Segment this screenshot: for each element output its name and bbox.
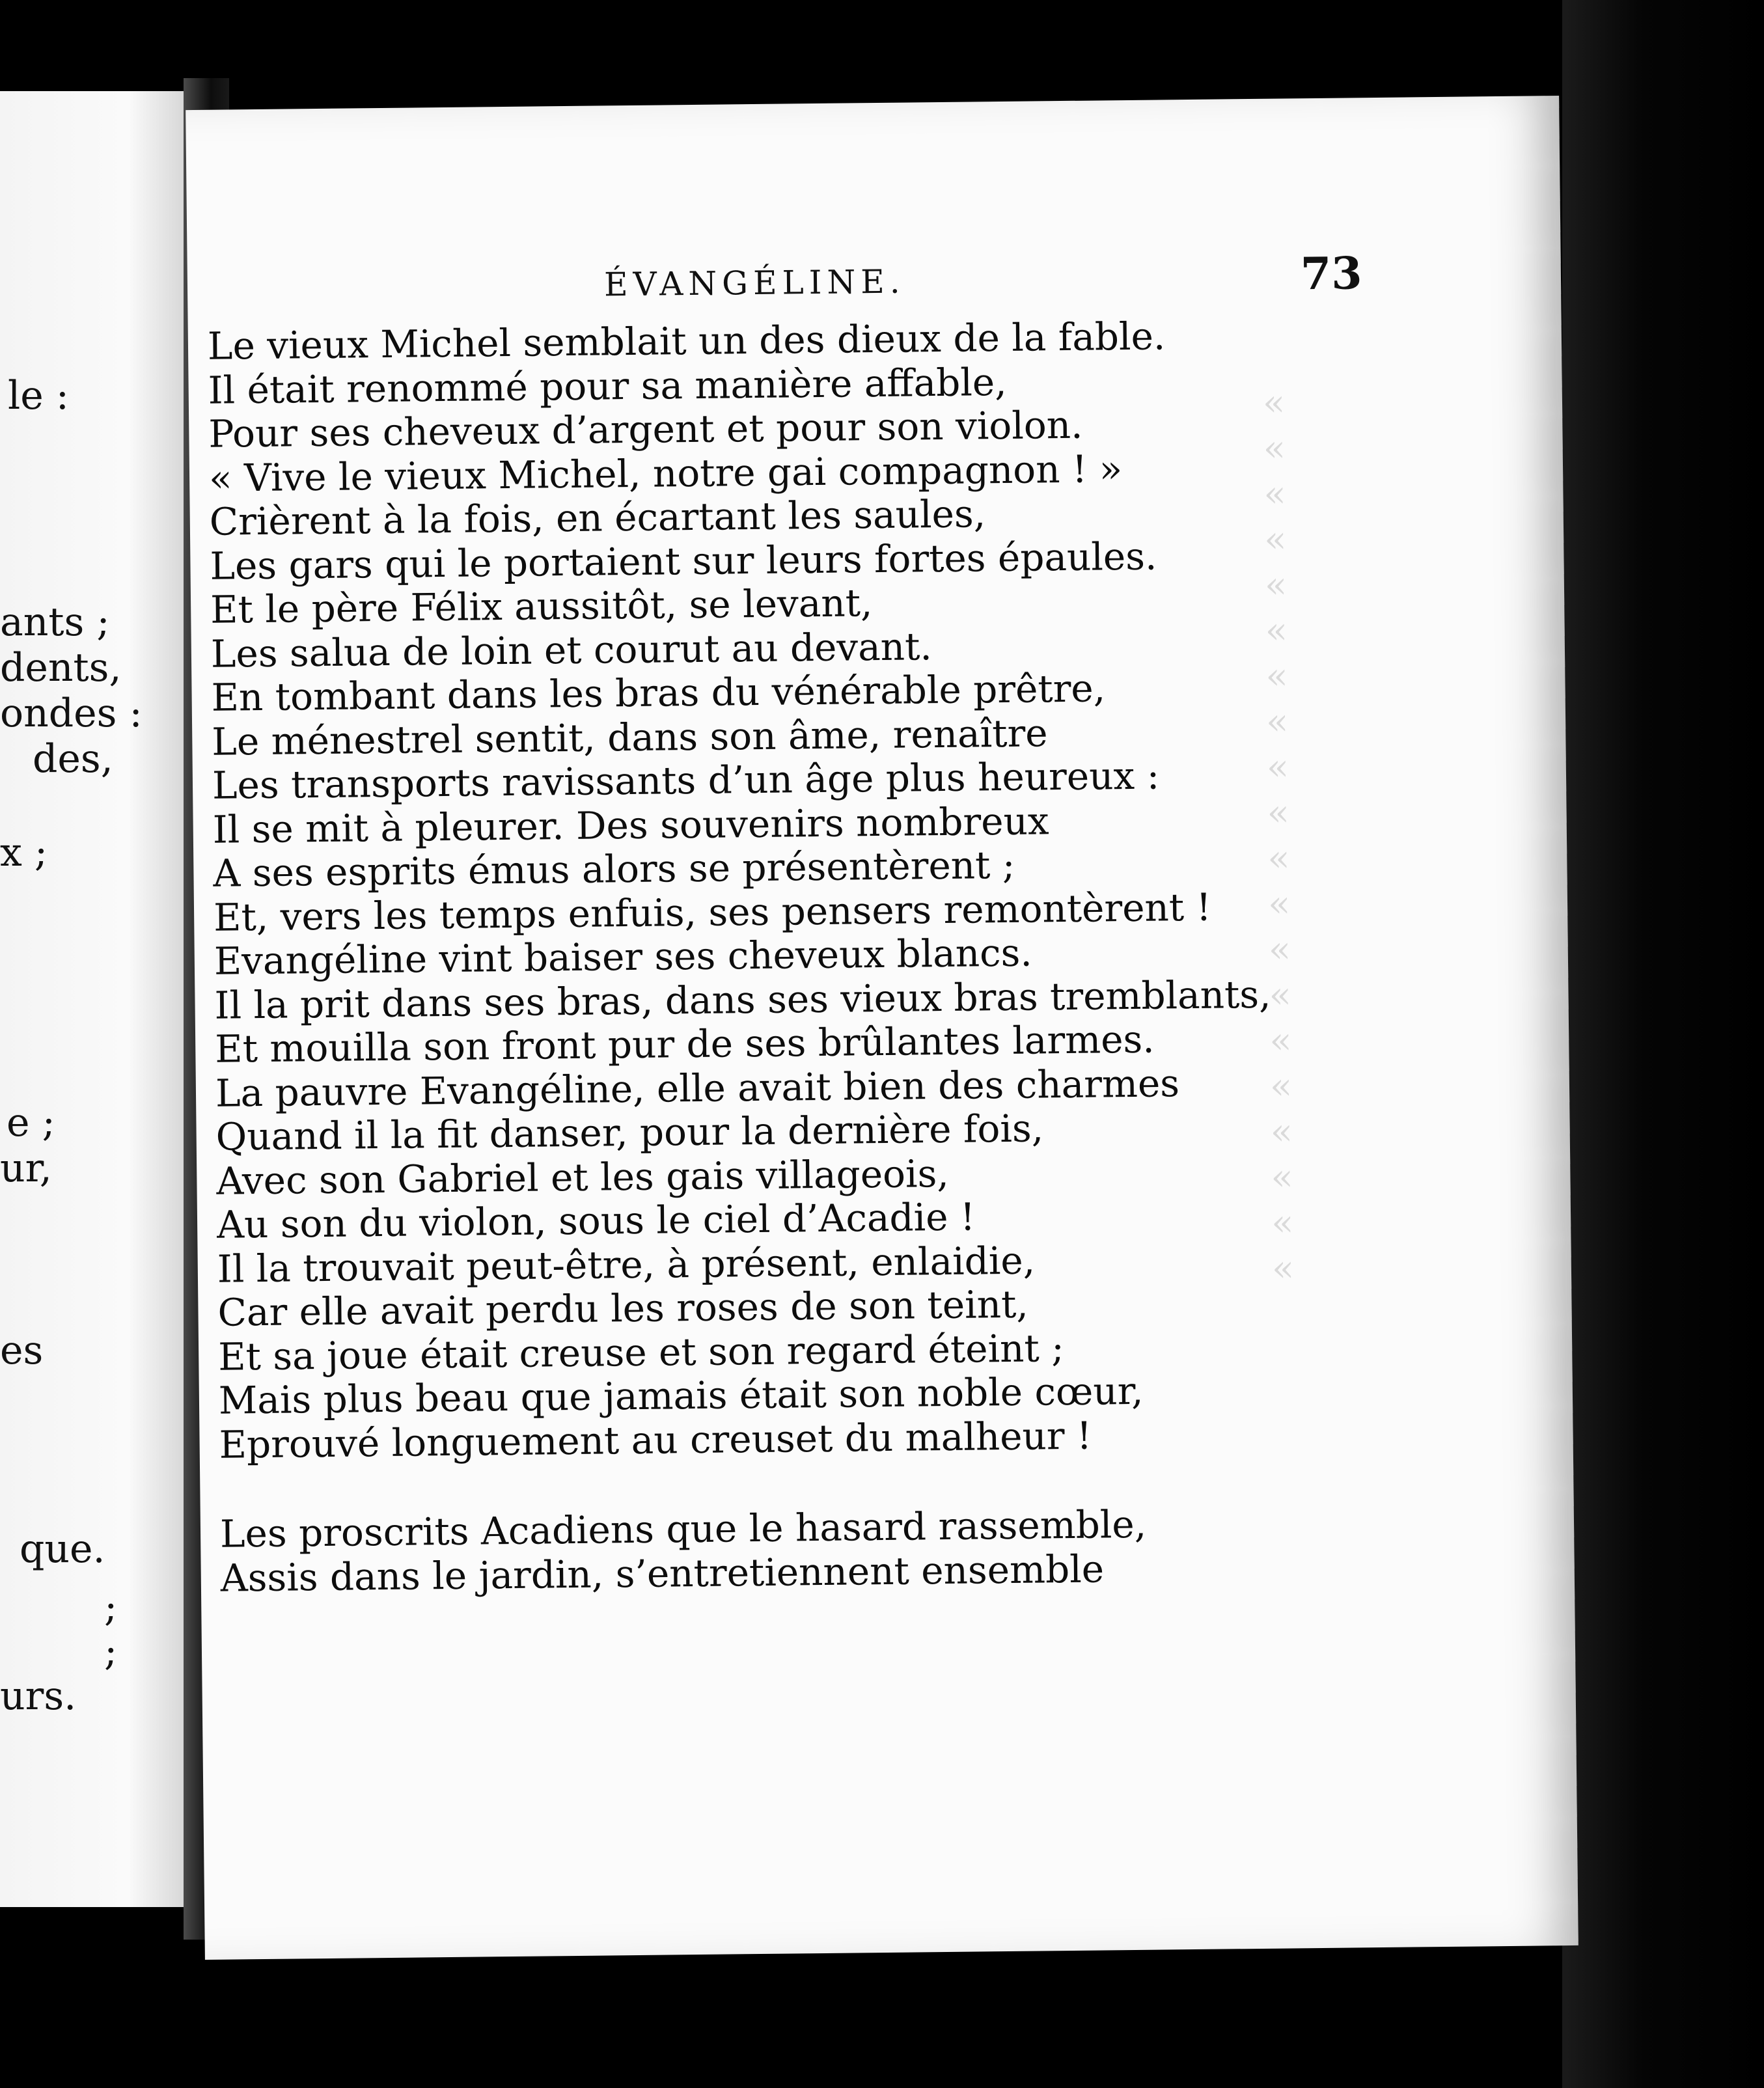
left-page-fragment: ondes : — [0, 691, 143, 736]
verse-line: Le vieux Michel semblait un des dieux de la fable. — [207, 314, 1166, 368]
verse-line: Il était renommé pour sa manière affable, — [208, 359, 1007, 413]
running-title: ÉVANGÉLINE. — [603, 262, 905, 304]
show-through-mark: « — [1263, 518, 1287, 561]
poem-body — [208, 310, 1562, 1600]
left-page-fragment: des, — [33, 736, 113, 782]
left-page-fragment: le : — [8, 373, 69, 419]
show-through-mark: « — [1269, 1019, 1292, 1062]
show-through-mark: « — [1262, 381, 1286, 424]
show-through-mark: « — [1270, 1110, 1293, 1153]
left-page — [0, 91, 184, 1907]
verse-line: Les transports ravissants d’un âge plus heureux : — [212, 753, 1160, 808]
verse-line: Crièrent à la fois, en écartant les saules, — [209, 491, 986, 544]
show-through-mark: « — [1268, 928, 1291, 971]
verse-line: Pour ses cheveux d’argent et pour son violon. — [208, 402, 1083, 456]
show-through-mark: « — [1265, 609, 1288, 652]
show-through-mark: « — [1269, 974, 1292, 1017]
verse-line: Au son du violon, sous le ciel d’Acadie ! — [216, 1194, 976, 1247]
show-through-mark: « — [1263, 427, 1286, 470]
page-number: 73 — [1300, 247, 1362, 301]
show-through-mark: « — [1264, 564, 1288, 607]
left-page-fragment: ants ; — [0, 599, 110, 645]
verse-line: Eprouvé longuement au creuset du malheur ! — [219, 1413, 1092, 1467]
show-through-mark: « — [1267, 837, 1290, 880]
main-page — [186, 96, 1578, 1960]
show-through-mark: « — [1266, 746, 1289, 789]
verse-line: La pauvre Evangéline, elle avait bien des charmes — [215, 1060, 1180, 1116]
show-through-mark: « — [1267, 883, 1291, 926]
verse-line: Quand il la fit danser, pour la dernière fois, — [215, 1106, 1044, 1159]
verse-line: Il se mit à pleurer. Des souvenirs nombreux — [212, 798, 1049, 852]
show-through-mark: « — [1265, 700, 1289, 743]
verse-line: Et sa joue était creuse et son regard éteint ; — [217, 1325, 1065, 1379]
verse-line: A ses esprits émus alors se présentèrent ; — [213, 842, 1015, 896]
verse-line: Et mouilla son front pur de ses brûlantes larmes. — [214, 1017, 1155, 1071]
verse-line: Evangéline vint baiser ses cheveux blancs. — [214, 930, 1033, 983]
verse-line: Car elle avait perdu les roses de son teint, — [217, 1282, 1029, 1335]
show-through-mark: « — [1267, 791, 1290, 834]
verse-line: En tombant dans les bras du vénérable prêtre, — [211, 666, 1106, 720]
show-through-mark: « — [1271, 1202, 1294, 1244]
verse-line: Les salua de loin et courut au devant. — [210, 624, 933, 676]
verse-line: Il la trouvait peut-être, à présent, enlaidie, — [217, 1238, 1036, 1291]
left-page-fragment: ; — [104, 1585, 118, 1630]
left-page-fragment: es — [0, 1328, 44, 1373]
left-page-fragment: x ; — [0, 830, 48, 875]
left-page-fragment: urs. — [0, 1673, 77, 1719]
show-through-mark: « — [1263, 473, 1287, 515]
show-through-mark: « — [1271, 1247, 1295, 1290]
verse-line: Mais plus beau que jamais était son noble cœur, — [218, 1368, 1144, 1423]
show-through-mark: « — [1269, 1065, 1293, 1108]
left-page-fragment: dents, — [0, 645, 122, 691]
left-page-fragment: que. — [20, 1526, 105, 1572]
show-through-mark: « — [1265, 655, 1288, 698]
verse-line: Le ménestrel sentit, dans son âme, renaître — [211, 710, 1048, 764]
verse-line: Assis dans le jardin, s’entretiennent ensemble — [220, 1546, 1105, 1600]
verse-line: Et, vers les temps enfuis, ses pensers remontèrent ! — [213, 885, 1212, 940]
verse-line: Les proscrits Acadiens que le hasard rassemble, — [219, 1502, 1147, 1556]
verse-line: « Vive le vieux Michel, notre gai compagnon ! » — [208, 446, 1123, 501]
left-page-fragment: ; — [104, 1629, 118, 1675]
left-page-fragment: ur, — [0, 1146, 52, 1191]
show-through-mark: « — [1271, 1156, 1294, 1199]
right-page-edge — [1562, 0, 1764, 2088]
verse-line: Et le père Félix aussitôt, se levant, — [210, 581, 873, 632]
verse-line: Les gars qui le portaient sur leurs fortes épaules. — [210, 534, 1157, 588]
verse-line: Il la prit dans ses bras, dans ses vieux bras tremblants, — [214, 972, 1271, 1028]
left-page-fragment: e ; — [7, 1100, 55, 1146]
verse-line: Avec son Gabriel et les gais villageois, — [216, 1151, 950, 1203]
